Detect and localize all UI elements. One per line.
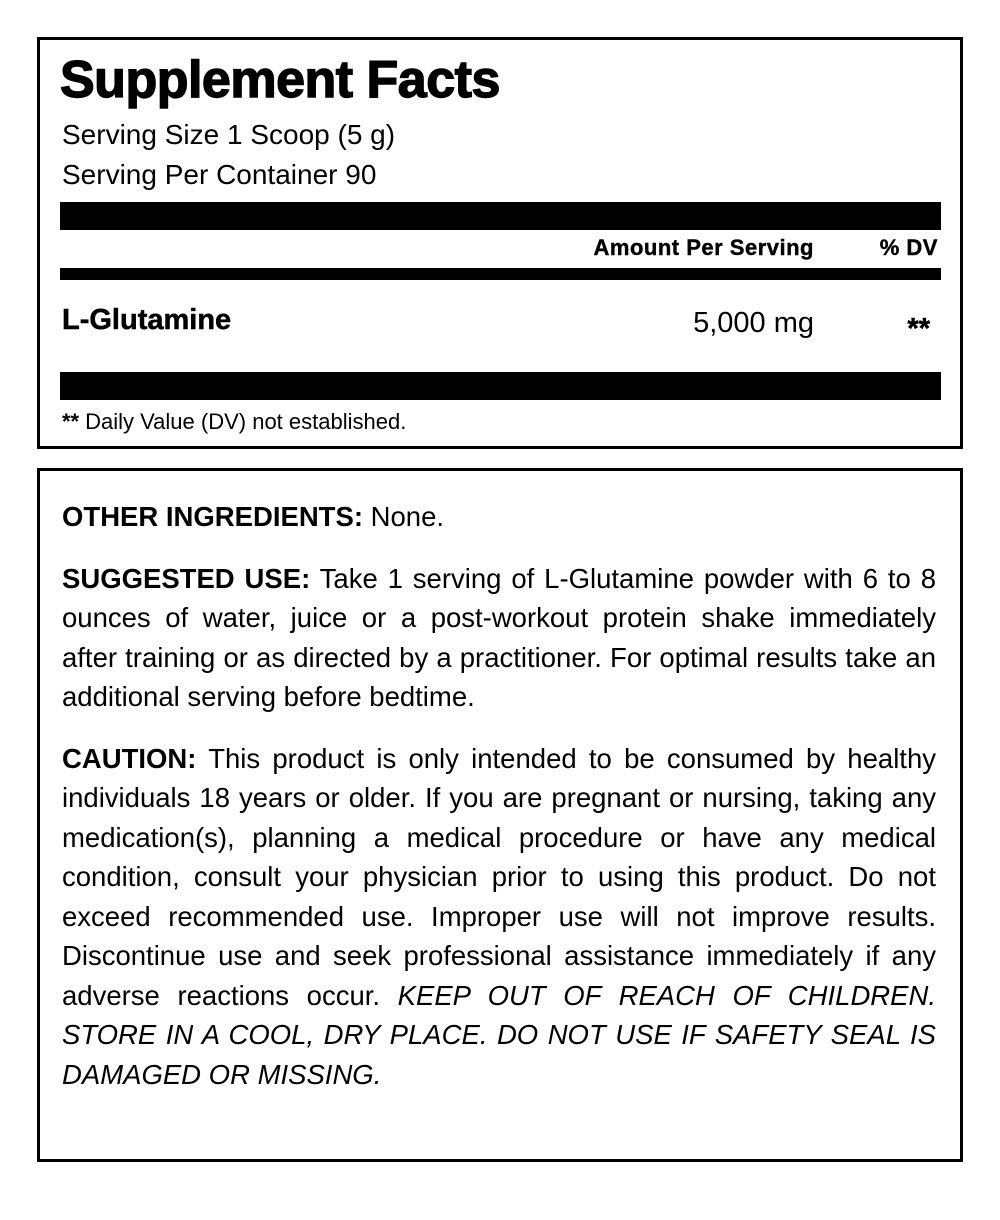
servings-per-container: Serving Per Container 90 [62, 159, 377, 190]
suggested-use-label: SUGGESTED USE: [62, 562, 311, 594]
caution-paragraph [62, 739, 936, 1095]
footnote-mark: ** [62, 409, 80, 434]
other-ingredients-text: None. [370, 501, 445, 532]
footnote [62, 408, 406, 436]
suggested-use-paragraph [62, 559, 936, 717]
caution-label: CAUTION: [62, 742, 197, 774]
footnote-text: Daily Value (DV) not established. [85, 409, 407, 434]
product-info-panel [37, 468, 963, 1162]
nutrient-daily-value: ** [907, 313, 930, 345]
supplement-facts-panel [37, 37, 963, 449]
thick-divider-bottom [60, 372, 941, 400]
daily-value-header: % DV [879, 235, 938, 260]
caution-text: This product is only intended to be consumed by healthy individuals 18 years or older. If you are pregnant or nursing, taking any medication(s), planning a medical procedure or have any medical condition, consult your physician prior to using this product. Do not exceed recommended use. Improper use will not improve results. Discontinue use and seek professional assistance immediately if any adverse reactions occur. [62, 742, 936, 1011]
other-ingredients-paragraph [62, 497, 936, 537]
caution-warning: KEEP OUT OF REACH OF CHILDREN. STORE IN A COOL, DRY PLACE. DO NOT USE IF SAFETY SEAL IS DAMAGED OR MISSING. [62, 979, 936, 1090]
other-ingredients-label: OTHER INGREDIENTS: [62, 501, 363, 532]
serving-size: Serving Size 1 Scoop (5 g) [62, 119, 396, 150]
thick-divider-top [60, 202, 941, 230]
amount-per-serving-header: Amount Per Serving [593, 235, 814, 260]
supplement-facts-title: Supplement Facts [60, 51, 500, 109]
suggested-use-text: Take 1 serving of L-Glutamine powder with 6 to 8 ounces of water, juice or a post-workout protein shake immediately after training or as directed by a practitioner. For optimal results take an additional serving before bedtime. [62, 562, 936, 712]
product-info-body [62, 497, 936, 1116]
medium-divider [60, 268, 941, 280]
nutrient-name: L-Glutamine [62, 304, 232, 336]
nutrient-amount: 5,000 mg [693, 307, 814, 339]
